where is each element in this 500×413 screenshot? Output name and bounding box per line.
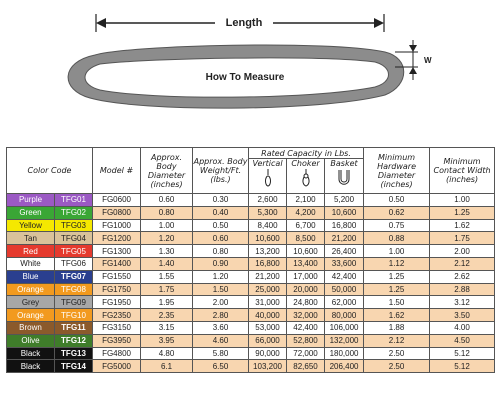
- diameter-cell: 3.15: [141, 321, 193, 334]
- basket-cell: 16,800: [325, 219, 364, 232]
- model-cell: FG3150: [93, 321, 141, 334]
- model-cell: FG1750: [93, 283, 141, 296]
- contact-cell: 5.12: [430, 347, 495, 360]
- table-row: [7, 347, 495, 360]
- table-row: [7, 360, 495, 373]
- color-code-cell: TFG09: [55, 296, 93, 309]
- model-cell: FG0800: [93, 206, 141, 219]
- hardware-cell: 1.62: [364, 309, 430, 322]
- vertical-cell: 5,300: [249, 206, 287, 219]
- color-name-cell: Yellow: [7, 219, 55, 232]
- model-cell: FG4800: [93, 347, 141, 360]
- choker-cell: 13,400: [287, 257, 325, 270]
- weight-cell: 5.80: [193, 347, 249, 360]
- choker-cell: 52,800: [287, 334, 325, 347]
- choker-cell: 8,500: [287, 232, 325, 245]
- choker-cell: 72,000: [287, 347, 325, 360]
- color-code-cell: TFG03: [55, 219, 93, 232]
- contact-cell: 3.50: [430, 309, 495, 322]
- weight-cell: 6.50: [193, 360, 249, 373]
- hardware-cell: 2.12: [364, 334, 430, 347]
- hardware-cell: 0.75: [364, 219, 430, 232]
- contact-cell: 4.00: [430, 321, 495, 334]
- model-cell: FG1000: [93, 219, 141, 232]
- color-name-cell: Brown: [7, 321, 55, 334]
- table-row: [7, 296, 495, 309]
- color-code-cell: TFG01: [55, 194, 93, 207]
- weight-cell: 1.20: [193, 270, 249, 283]
- choker-cell: 2,100: [287, 194, 325, 207]
- weight-cell: 4.60: [193, 334, 249, 347]
- model-cell: FG1950: [93, 296, 141, 309]
- vertical-cell: 31,000: [249, 296, 287, 309]
- diameter-cell: 0.60: [141, 194, 193, 207]
- vertical-hitch-icon: [263, 169, 273, 187]
- table-row: [7, 309, 495, 322]
- table-row: [7, 206, 495, 219]
- color-code-cell: TFG14: [55, 360, 93, 373]
- basket-cell: 62,000: [325, 296, 364, 309]
- table-row: [7, 257, 495, 270]
- table-row: [7, 321, 495, 334]
- basket-cell: 80,000: [325, 309, 364, 322]
- color-name-cell: Purple: [7, 194, 55, 207]
- weight-cell: 0.60: [193, 232, 249, 245]
- diameter-cell: 1.40: [141, 257, 193, 270]
- table-body: [7, 194, 495, 373]
- model-cell: FG1400: [93, 257, 141, 270]
- contact-cell: 1.00: [430, 194, 495, 207]
- choker-cell: 4,200: [287, 206, 325, 219]
- basket-label: Basket: [330, 159, 358, 168]
- color-name-cell: Grey: [7, 296, 55, 309]
- vertical-cell: 66,000: [249, 334, 287, 347]
- contact-cell: 2.00: [430, 245, 495, 258]
- width-label: W: [424, 56, 432, 65]
- color-code-cell: TFG08: [55, 283, 93, 296]
- diameter-cell: 1.30: [141, 245, 193, 258]
- basket-hitch-icon: [336, 169, 352, 187]
- vertical-cell: 103,200: [249, 360, 287, 373]
- basket-cell: 10,600: [325, 206, 364, 219]
- diameter-cell: 4.80: [141, 347, 193, 360]
- contact-cell: 1.62: [430, 219, 495, 232]
- diameter-cell: 1.55: [141, 270, 193, 283]
- basket-cell: 180,000: [325, 347, 364, 360]
- contact-cell: 1.25: [430, 206, 495, 219]
- choker-cell: 10,600: [287, 245, 325, 258]
- hardware-cell: 1.25: [364, 270, 430, 283]
- basket-cell: 33,600: [325, 257, 364, 270]
- contact-cell: 2.62: [430, 270, 495, 283]
- color-name-cell: Orange: [7, 283, 55, 296]
- hardware-cell: 1.25: [364, 283, 430, 296]
- basket-cell: 50,000: [325, 283, 364, 296]
- contact-cell: 3.12: [430, 296, 495, 309]
- contact-cell: 5.12: [430, 360, 495, 373]
- vertical-cell: 10,600: [249, 232, 287, 245]
- vertical-cell: 16,800: [249, 257, 287, 270]
- model-cell: FG0600: [93, 194, 141, 207]
- width-arrow-top-head: [409, 45, 417, 52]
- diameter-cell: 1.20: [141, 232, 193, 245]
- vertical-cell: 90,000: [249, 347, 287, 360]
- weight-cell: 1.50: [193, 283, 249, 296]
- choker-cell: 82,650: [287, 360, 325, 373]
- diameter-cell: 2.35: [141, 309, 193, 322]
- model-cell: FG1300: [93, 245, 141, 258]
- color-name-cell: Olive: [7, 334, 55, 347]
- color-name-cell: Orange: [7, 309, 55, 322]
- color-name-cell: Black: [7, 360, 55, 373]
- hardware-cell: 1.00: [364, 245, 430, 258]
- color-code-cell: TFG13: [55, 347, 93, 360]
- contact-width-header: Minimum Contact Width (inches): [430, 148, 495, 194]
- weight-cell: 3.60: [193, 321, 249, 334]
- color-code-cell: TFG11: [55, 321, 93, 334]
- color-code-cell: TFG06: [55, 257, 93, 270]
- length-label: Length: [225, 17, 263, 29]
- color-name-cell: White: [7, 257, 55, 270]
- basket-cell: 132,000: [325, 334, 364, 347]
- vertical-cell: 2,600: [249, 194, 287, 207]
- how-to-measure-label: How To Measure: [205, 72, 285, 83]
- hardware-cell: 2.50: [364, 360, 430, 373]
- table-row: [7, 245, 495, 258]
- contact-cell: 1.75: [430, 232, 495, 245]
- hardware-cell: 0.88: [364, 232, 430, 245]
- color-name-cell: Blue: [7, 270, 55, 283]
- table-row: [7, 283, 495, 296]
- weight-cell: 0.90: [193, 257, 249, 270]
- table-row: [7, 270, 495, 283]
- choker-cell: 20,000: [287, 283, 325, 296]
- model-header: Model #: [93, 148, 141, 194]
- weight-cell: 2.80: [193, 309, 249, 322]
- hardware-cell: 0.62: [364, 206, 430, 219]
- vertical-cell: 40,000: [249, 309, 287, 322]
- header-row-top: [7, 148, 495, 159]
- rated-capacity-header: Rated Capacity in Lbs.: [249, 148, 364, 159]
- model-cell: FG5000: [93, 360, 141, 373]
- basket-cell: 5,200: [325, 194, 364, 207]
- sling-measurement-diagram: [0, 0, 500, 130]
- diameter-header: Approx. Body Diameter (inches): [141, 148, 193, 194]
- table-row: [7, 194, 495, 207]
- vertical-cell: 21,200: [249, 270, 287, 283]
- color-name-cell: Green: [7, 206, 55, 219]
- color-name-cell: Tan: [7, 232, 55, 245]
- model-cell: FG1550: [93, 270, 141, 283]
- contact-cell: 2.88: [430, 283, 495, 296]
- sling-specifications-table: [6, 147, 495, 373]
- length-arrow-left-head: [96, 18, 106, 28]
- color-code-cell: TFG10: [55, 309, 93, 322]
- color-code-cell: TFG07: [55, 270, 93, 283]
- weight-header: Approx. Body Weight/Ft. (lbs.): [193, 148, 249, 194]
- contact-cell: 4.50: [430, 334, 495, 347]
- basket-cell: 26,400: [325, 245, 364, 258]
- choker-cell: 32,000: [287, 309, 325, 322]
- vertical-cell: 8,400: [249, 219, 287, 232]
- color-code-cell: TFG04: [55, 232, 93, 245]
- basket-header: [325, 159, 364, 194]
- hardware-cell: 1.88: [364, 321, 430, 334]
- choker-label: Choker: [291, 159, 320, 168]
- choker-cell: 42,400: [287, 321, 325, 334]
- vertical-cell: 53,000: [249, 321, 287, 334]
- hardware-cell: 1.50: [364, 296, 430, 309]
- diameter-cell: 6.1: [141, 360, 193, 373]
- basket-cell: 206,400: [325, 360, 364, 373]
- model-cell: FG3950: [93, 334, 141, 347]
- weight-cell: 2.00: [193, 296, 249, 309]
- choker-cell: 24,800: [287, 296, 325, 309]
- diameter-cell: 3.95: [141, 334, 193, 347]
- diameter-cell: 1.00: [141, 219, 193, 232]
- weight-cell: 0.30: [193, 194, 249, 207]
- model-cell: FG1200: [93, 232, 141, 245]
- table-row: [7, 232, 495, 245]
- weight-cell: 0.40: [193, 206, 249, 219]
- color-code-cell: TFG02: [55, 206, 93, 219]
- diameter-cell: 1.95: [141, 296, 193, 309]
- color-code-header: Color Code: [7, 148, 93, 194]
- basket-cell: 42,400: [325, 270, 364, 283]
- color-code-cell: TFG12: [55, 334, 93, 347]
- color-name-cell: Red: [7, 245, 55, 258]
- width-arrow-bottom-head: [409, 67, 417, 74]
- table-row: [7, 334, 495, 347]
- table-row: [7, 219, 495, 232]
- hardware-cell: 1.12: [364, 257, 430, 270]
- choker-cell: 6,700: [287, 219, 325, 232]
- choker-header: [287, 159, 325, 194]
- length-arrow-right-head: [374, 18, 384, 28]
- choker-cell: 17,000: [287, 270, 325, 283]
- vertical-header: [249, 159, 287, 194]
- vertical-cell: 13,200: [249, 245, 287, 258]
- choker-hitch-icon: [300, 169, 312, 187]
- basket-cell: 106,000: [325, 321, 364, 334]
- vertical-cell: 25,000: [249, 283, 287, 296]
- diameter-cell: 0.80: [141, 206, 193, 219]
- basket-cell: 21,200: [325, 232, 364, 245]
- hardware-cell: 2.50: [364, 347, 430, 360]
- diameter-cell: 1.75: [141, 283, 193, 296]
- color-name-cell: Black: [7, 347, 55, 360]
- hardware-cell: 0.50: [364, 194, 430, 207]
- model-cell: FG2350: [93, 309, 141, 322]
- contact-cell: 2.12: [430, 257, 495, 270]
- weight-cell: 0.50: [193, 219, 249, 232]
- color-code-cell: TFG05: [55, 245, 93, 258]
- vertical-label: Vertical: [252, 159, 283, 168]
- hardware-diameter-header: Minimum Hardware Diameter (inches): [364, 148, 430, 194]
- weight-cell: 0.80: [193, 245, 249, 258]
